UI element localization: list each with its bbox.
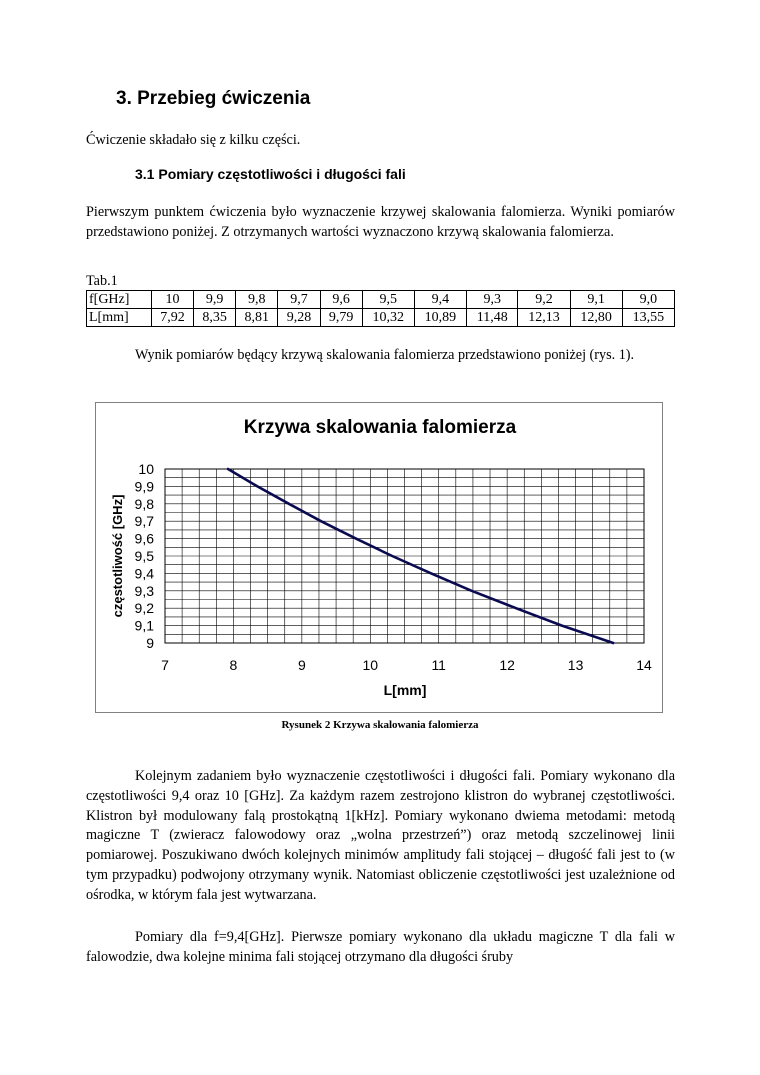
measurement-table (86, 290, 675, 327)
table-row-length (87, 309, 675, 327)
x-tick-label: 10 (362, 657, 379, 673)
x-axis-label: L[mm] (383, 682, 427, 698)
table-cell: 9,79 (320, 309, 362, 327)
subsection-title: 3.1 Pomiary częstotliwości i długości fali (135, 166, 406, 182)
x-tick-label: 12 (499, 657, 515, 673)
paragraph-3: Kolejnym zadaniem było wyznaczenie częstotliwości i długości fali. Pomiary wykonano dla częstotliwości 9,4 oraz 10 [GHz]. Za każdym razem zestrojono klistron do wybranej częstotliwości. Klistron był modulowany falą prostokątną 1[kHz]. Pomiary wykonano dwiema metodami: metodą magiczne T (zwieracz falowodowy oraz „wolna przestrzeń”) oraz metodą szczelinowej linii pomiarowej. Poszukiwano dwóch kolejnych minimów amplitudy fali stojącej – długość fali jest to (w tym przypadku) podwojony otrzymany wynik. Natomiast obliczenie częstotliwości jest uzależnione od ośrodka, w którym fala jest wytwarzana. (86, 768, 675, 903)
table-cell: 10,32 (362, 309, 414, 327)
y-tick-label: 9,5 (134, 548, 154, 564)
table-row-header: L[mm] (87, 309, 152, 327)
table-row-frequency (87, 291, 675, 309)
x-tick-label: 13 (567, 657, 584, 673)
table-cell: 12,80 (570, 309, 622, 327)
figure-caption: Rysunek 2 Krzywa skalowania falomierza (281, 719, 479, 731)
y-tick-label: 9,1 (134, 617, 154, 634)
table-label: Tab.1 (86, 273, 118, 289)
y-tick-label: 9,8 (134, 495, 154, 512)
table-cell: 9,4 (414, 291, 466, 309)
y-tick-label: 9,4 (134, 565, 154, 582)
table-cell: 9,1 (570, 291, 622, 309)
y-tick-label: 9 (146, 635, 154, 651)
table-cell: 9,7 (278, 291, 320, 309)
y-axis-label: częstotliwość [GHz] (110, 494, 125, 618)
y-tick-label: 9,2 (134, 600, 154, 617)
y-tick-label: 9,7 (134, 513, 154, 530)
y-tick-label: 10 (138, 461, 154, 477)
paragraph-1: Pierwszym punktem ćwiczenia było wyznaczenie krzywej skalowania falomierza. Wyniki pomiarów przedstawiono poniżej. Z otrzymanych wartości wyznaczono krzywą skalowania falomierza. (86, 204, 675, 240)
table-row-header: f[GHz] (87, 291, 152, 309)
table-cell: 9,5 (362, 291, 414, 309)
table-cell: 10 (151, 291, 193, 309)
table-cell: 8,81 (236, 309, 278, 327)
table-cell: 7,92 (151, 309, 193, 327)
x-tick-label: 11 (431, 657, 446, 673)
x-tick-label: 14 (636, 657, 652, 673)
x-tick-label: 9 (297, 657, 306, 673)
table-cell: 9,2 (518, 291, 570, 309)
intro-text: Ćwiczenie składało się z kilku części. (86, 132, 301, 148)
table-cell: 9,28 (278, 309, 320, 327)
table-cell: 8,35 (194, 309, 236, 327)
table-cell: 9,3 (467, 291, 518, 309)
x-tick-label: 8 (229, 657, 238, 673)
paragraph-4: Pomiary dla f=9,4[GHz]. Pierwsze pomiary wykonano dla układu magiczne T dla fali w falowodzie, dwa kolejne minima fali stojącej otrzymano dla długości śruby (86, 929, 675, 965)
table-cell: 9,9 (194, 291, 236, 309)
y-tick-label: 9,6 (134, 530, 154, 547)
table-cell: 9,0 (622, 291, 674, 309)
x-tick-label: 7 (161, 657, 169, 673)
scaling-curve-chart (95, 402, 663, 713)
y-tick-label: 9,3 (134, 582, 154, 599)
paragraph-2: Wynik pomiarów będący krzywą skalowania falomierza przedstawiono poniżej (rys. 1). (135, 347, 635, 363)
table-cell: 12,13 (518, 309, 570, 327)
table-cell: 9,6 (320, 291, 362, 309)
section-title: 3. Przebieg ćwiczenia (116, 88, 311, 109)
table-cell: 13,55 (622, 309, 674, 327)
table-cell: 9,8 (236, 291, 278, 309)
table-cell: 10,89 (414, 309, 466, 327)
table-cell: 11,48 (467, 309, 518, 327)
y-tick-label: 9,9 (134, 478, 154, 495)
chart-title: Krzywa skalowania falomierza (243, 417, 517, 438)
